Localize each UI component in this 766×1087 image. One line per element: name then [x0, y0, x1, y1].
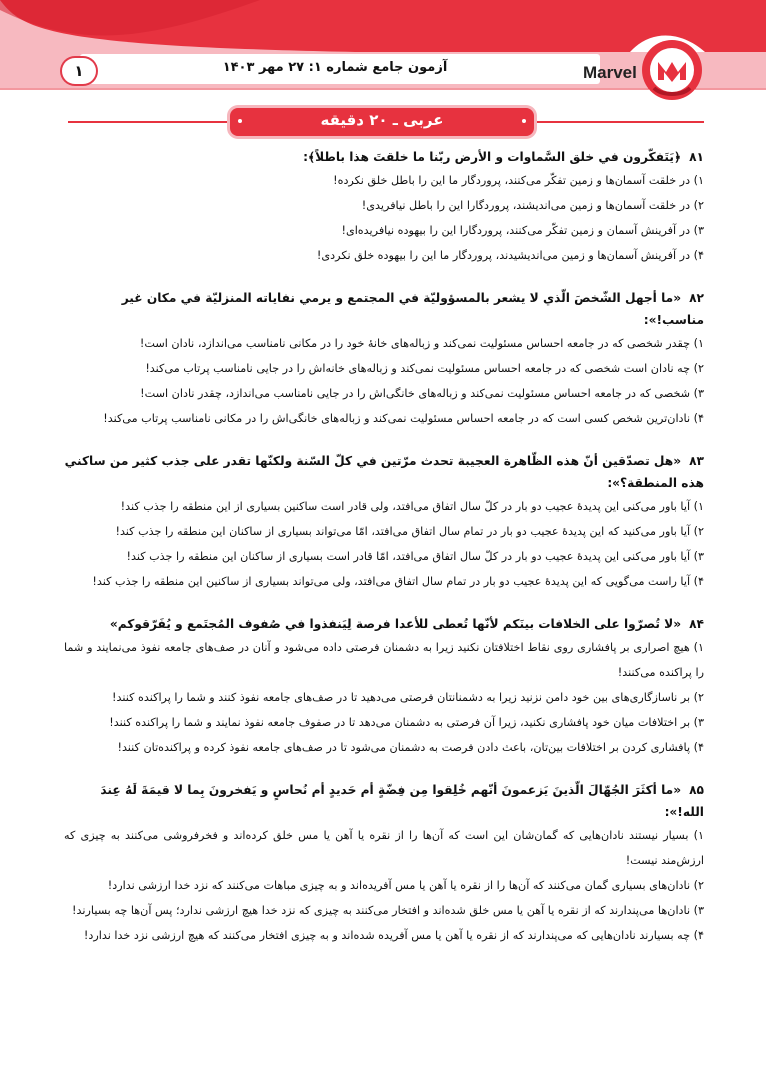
- page-number: ۱: [62, 58, 96, 84]
- question-81: [64, 146, 704, 268]
- question-number: ۸۳: [689, 454, 704, 468]
- section-title-pill: [230, 108, 534, 136]
- question-82: [64, 287, 704, 431]
- option-2: ۲) در خلقت آسمان‌ها و زمین می‌اندیشند، پروردگارا این را باطل نیافریدی!: [361, 199, 704, 212]
- option-3: ۳) بر اختلافات میان خود پافشاری نکنید، زیرا آن فرصتی به دشمنان می‌دهد تا در صفوف جامعه نفوذ نمایند و شما را پراکنده کنند!: [109, 716, 704, 729]
- question-83: [64, 450, 704, 594]
- question-stem: [64, 287, 704, 331]
- question-85: [64, 779, 704, 948]
- section-rule-right: [534, 121, 704, 123]
- section-rule-left: [68, 121, 230, 123]
- question-number: ۸۲: [689, 291, 704, 305]
- question-text: «لا تُصرّوا على الخلافات بينَكم لأنّها تُعطى للأعدا فرصة لِيَنفذوا في صُفوف المُجتَمع و يُفَرّقوكم»: [109, 617, 682, 631]
- question-number: ۸۵: [689, 783, 704, 797]
- option-1: ۱) بسیار نیستند نادان‌هایی که گمان‌شان این است که آن‌ها را از نقره یا آهن یا مس خلق کرده‌اند و فخرفروشی می‌کنند به چیزی که ارزش‌مند نیست!: [64, 829, 704, 867]
- option-4: ۴) پافشاری کردن بر اختلافات بین‌تان، باعث دادن فرصت به دشمنان می‌شود تا در صف‌های جامعه نفوذ کرده و پراکنده‌تان کنند!: [117, 741, 704, 754]
- option-4: ۴) نادان‌ترین شخص کسی است که در جامعه احساس مسئولیت نمی‌کند و زباله‌های خانگی‌اش را در مکانی نامناسب پرتاب می‌کند!: [103, 412, 704, 425]
- question-stem: [64, 779, 704, 823]
- option-4: ۴) در آفرینش آسمان‌ها و زمین می‌اندیشیدند، پروردگار ما این را بیهوده خلق نکردی!: [316, 249, 704, 262]
- exam-title: آزمون جامع شماره ۱: ۲۷ مهر ۱۴۰۳: [222, 60, 448, 75]
- option-2: ۲) نادان‌های بسیاری گمان می‌کنند که آن‌ها را از نقره یا آهن یا مس آفریده‌اند و به چیزی مباهات می‌کنند که نزد خدا ارزشی ندارد!: [107, 879, 704, 892]
- option-4: ۴) چه بسیارند نادان‌هایی که می‌پندارند که از نقره یا آهن یا مس آفریده شده‌اند و به چیزی افتخار می‌کنند که هیچ ارزشی نزد خدا ندارد!: [83, 929, 704, 942]
- question-stem: [64, 450, 704, 494]
- question-84: [64, 613, 704, 760]
- option-1: ۱) آیا باور می‌کنی این پدیدهٔ عجیب دو بار در کلّ سال اتفاق می‌افتد، ولی قادر است ساکنین بسیاری از این منطقه را جذب کند!: [120, 500, 704, 513]
- option-2: ۲) چه نادان است شخصی که در جامعه احساس مسئولیت نمی‌کند و زباله‌های خانه‌اش را در جایی نامناسب پرتاب می‌کند!: [145, 362, 704, 375]
- option-2: ۲) بر ناسازگاری‌های بین خود دامن نزنید زیرا به دشمنانتان فرصتی می‌دهید تا در صف‌های جامعه نفوذ کنند و شما را پراکنده کنند!: [112, 691, 704, 704]
- question-text: ﴿يَتَفكّرون في خلق السَّماوات و الأرض ربّنا ما خلقتَ هذا باطلاً﴾:: [303, 150, 682, 164]
- brand-logo-icon: [640, 38, 704, 102]
- option-3: ۳) در آفرینش آسمان و زمین تفکّر می‌کنند، پروردگارا این را بیهوده نیافریده‌ای!: [341, 224, 704, 237]
- question-number: ۸۴: [689, 617, 704, 631]
- option-2: ۲) آیا باور می‌کنید که این پدیدهٔ عجیب دو بار در تمام سال اتفاق می‌افتد، امّا می‌تواند بسیاری از ساکنان این منطقه را جذب کند!: [115, 525, 704, 538]
- brand-name: Marvel: [583, 63, 637, 82]
- option-3: ۳) آیا باور می‌کنی این پدیدهٔ عجیب دو بار در کلّ سال اتفاق می‌افتد، امّا قادر است بسیاری از ساکنان این منطقه را جذب کند!: [126, 550, 704, 563]
- option-3: ۳) نادان‌ها می‌پندارند که از نقره یا آهن یا مس خلق شده‌اند و افتخار می‌کنند به چیزی که نزد خدا هیچ ارزشی ندارد؛ پس آن‌ها چه بسیارند!: [72, 904, 704, 917]
- option-1: ۱) در خلقت آسمان‌ها و زمین تفکّر می‌کنند، پروردگار ما این را باطل خلق نکرده!: [333, 174, 704, 187]
- question-number: ۸۱: [689, 150, 704, 164]
- question-text: «ما أكثَرَ الجُهّالَ الّذينَ يَزعمونَ أنّهم خُلِقوا مِن فِضّةٍ أم حَديدٍ أم نُحاسٍ و يَفخرونَ بِما لا قيمَةَ لَهُ عِندَ الله!»:: [100, 783, 704, 819]
- option-3: ۳) شخصی که در جامعه احساس مسئولیت نمی‌کند و زباله‌های خانگی‌اش را در جایی نامناسب می‌اندازد، چقدر نادان است!: [140, 387, 704, 400]
- question-stem: [64, 613, 704, 635]
- option-1: ۱) چقدر شخصی که در جامعه احساس مسئولیت نمی‌کند و زباله‌های خانهٔ خود را در مکانی نامناسب می‌اندازد، نادان است!: [139, 337, 704, 350]
- option-4: ۴) آیا راست می‌گویی که این پدیدهٔ عجیب دو بار در تمام سال اتفاق می‌افتد، ولی می‌تواند بسیاری از ساکنین این منطقه را جذب کند!: [92, 575, 704, 588]
- questions-container: [64, 146, 704, 967]
- section-title: عربی ـ ۲۰ دقیقه: [320, 111, 444, 129]
- question-text: «هل تصدّقين أنّ هذه الظّاهرة العجيبة تحدث مرّتين في كلّ السّنة ولكنّها تقدر على جذب كثير من ساكني هذه المنطقة؟»:: [64, 454, 704, 490]
- option-1: ۱) هیچ اصراری بر پافشاری روی نقاط اختلافتان نکنید زیرا به دشمنان فرصتی داده می‌شود و آنان در صف‌های جامعه نفوذ می‌نمایند و شما را پراکنده می‌کنند!: [64, 641, 704, 679]
- question-text: «ما أجهل الشّخصَ الّذي لا يشعر بالمسؤوليّة في المجتمع و يرمي نفاياته المنزليّة في مكان غير مناسب!»:: [121, 291, 704, 327]
- question-stem: [64, 146, 704, 168]
